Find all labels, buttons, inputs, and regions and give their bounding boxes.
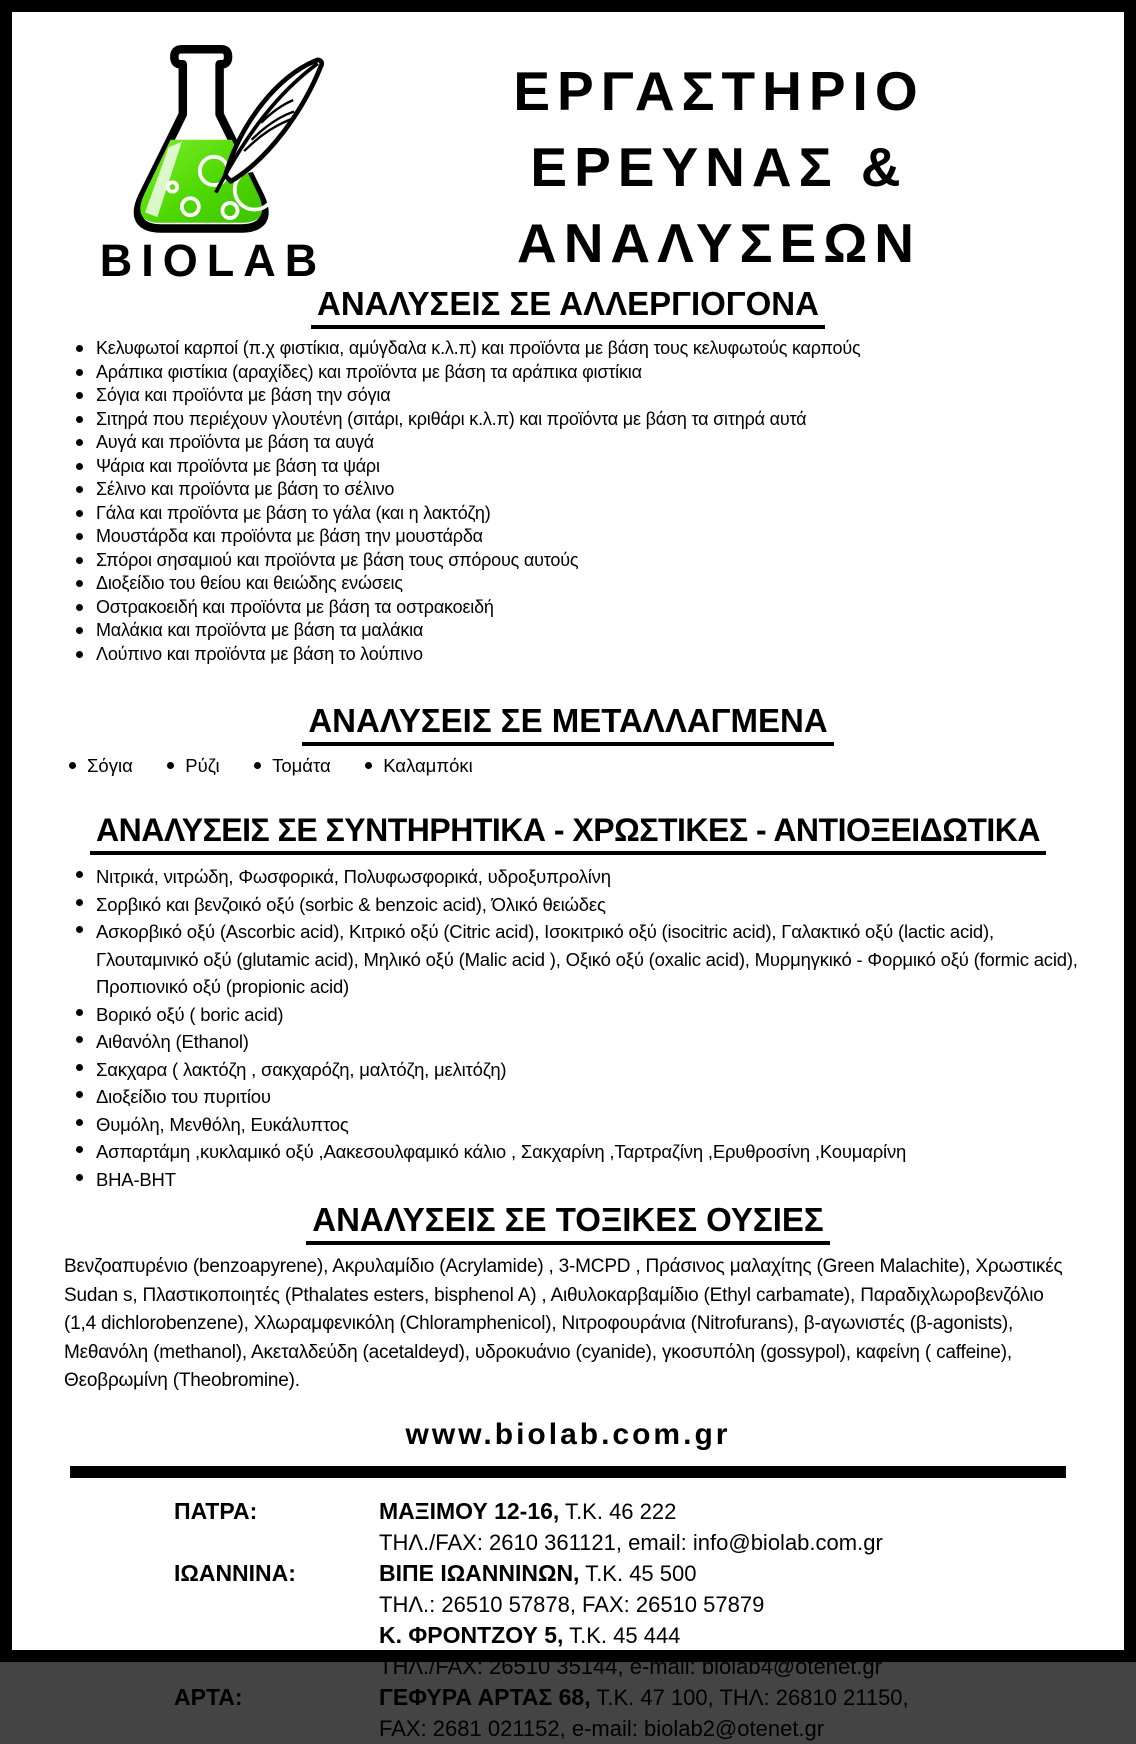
contact-address-line: [379, 1620, 1084, 1651]
page-title: [358, 36, 1080, 282]
contact-phone-line: ΤΗΛ.: 26510 57878, FAX: 26510 57879: [379, 1591, 765, 1617]
contact-row-ioannina-2: [174, 1620, 1084, 1682]
section-heading-gmo: ΑΝΑΛΥΣΕΙΣ ΣΕ ΜΕΤΑΛΛΑΓΜΕΝΑ: [12, 702, 1124, 746]
contact-address: Κ. ΦΡΟΝΤΖΟΥ 5,: [379, 1621, 564, 1648]
contact-row-patra: [174, 1496, 1084, 1558]
contact-address: ΒΙΠΕ ΙΩΑΝΝΙΝΩΝ,: [379, 1559, 580, 1586]
list-item: Μαλάκια και προϊόντα με βάση τα μαλάκια: [74, 619, 1084, 643]
list-item: Αυγά και προϊόντα με βάση τα αυγά: [74, 431, 1084, 455]
section-heading-preservatives: ΑΝΑΛΥΣΕΙΣ ΣΕ ΣΥΝΤΗΡΗΤΙΚΑ - ΧΡΩΣΤΙΚΕΣ - ΑΝΤΙΟΞΕΙΔΩΤΙΚΑ: [12, 812, 1124, 855]
contact-city-label: ΙΩΑΝΝΙΝΑ:: [174, 1559, 296, 1586]
list-item: Γάλα και προϊόντα με βάση το γάλα (και η λακτόζη): [74, 502, 1084, 526]
list-item: Διοξείδιο του πυριτίου: [74, 1083, 1084, 1111]
contact-address-line: [379, 1682, 1084, 1713]
list-item: Σπόροι σησαμιού και προϊόντα με βάση τους σπόρους αυτούς: [74, 549, 1084, 573]
contact-city-label: [174, 1620, 379, 1682]
contact-details: [379, 1496, 1084, 1558]
list-item: Βορικό οξύ ( boric acid): [74, 1001, 1084, 1029]
list-item: Κελυφωτοί καρποί (π.χ φιστίκια, αμύγδαλα κ.λ.π) και προϊόντα με βάση τους κελυφωτούς καρπούς: [74, 337, 1084, 361]
toxic-paragraph: Βενζοαπυρένιο (benzoapyrene), Ακρυλαμίδιο (Acrylamide) , 3-MCPD , Πράσινος μαλαχίτης (Green Malachite), Χρωστικές Sudan s, Πλαστικοποιητές (Pthalates esters, bisphenol A) , Αιθυλοκαρβαμίδιο (Ethyl carbamate), Παραδιχλωροβενζόλιο (1,4 dichlorobenzene), Χλωραμφενικόλη (Chloramphenicol), Νιτροφουράνια (Nitrofurans), β-αγωνιστές (β-agonists), Μεθανόλη (methanol), Ακεταλδεύδη (acetaldeyd), υδροκυάνιο (cyanide), γκοσυπόλη (gossypol), καφείνη ( caffeine), Θεοβρωμίνη (Theobromine).: [64, 1256, 1063, 1391]
contacts-block: [174, 1496, 1084, 1744]
contact-phone-line: ΤΗΛ./FAX: 2610 361121, email: info@biolab.com.gr: [379, 1529, 883, 1555]
gmo-list: [67, 754, 1084, 778]
contact-address-line: [379, 1558, 1084, 1589]
list-item: Σόγια και προϊόντα με βάση την σόγια: [74, 384, 1084, 408]
title-line-1: ΕΡΓΑΣΤΗΡΙΟ: [513, 60, 925, 122]
list-item: Σέλινο και προϊόντα με βάση το σέλινο: [74, 478, 1084, 502]
contact-city-label: ΠΑΤΡΑ:: [174, 1497, 258, 1524]
list-item: Αιθανόλη (Ethanol): [74, 1028, 1084, 1056]
contact-address-line: [379, 1496, 1084, 1527]
list-item: Ρύζι: [165, 754, 219, 778]
logo: [68, 36, 358, 286]
list-item: Μουστάρδα και προϊόντα με βάση την μουστάρδα: [74, 525, 1084, 549]
feather-icon: [216, 60, 322, 193]
website-url: www.biolab.com.gr: [405, 1417, 731, 1451]
header: [12, 12, 1124, 286]
contact-details: [379, 1682, 1084, 1744]
section-heading-allergens: ΑΝΑΛΥΣΕΙΣ ΣΕ ΑΛΛΕΡΓΙΟΓΟΝΑ: [12, 285, 1124, 329]
contact-row-ioannina: [174, 1558, 1084, 1620]
list-item: Λούπινο και προϊόντα με βάση το λούπινο: [74, 643, 1084, 667]
contact-details: [379, 1620, 1084, 1682]
list-item: Σιτηρά που περιέχουν γλουτένη (σιτάρι, κριθάρι κ.λ.π) και προϊόντα με βάση τα σιτηρά αυτά: [74, 408, 1084, 432]
contact-details: [379, 1558, 1084, 1620]
divider-bar: [70, 1466, 1066, 1478]
contact-address: ΓΕΦΥΡΑ ΑΡΤΑΣ 68,: [379, 1683, 591, 1710]
contact-address: ΜΑΞΙΜΟΥ 12-16,: [379, 1497, 560, 1524]
preservatives-list: [74, 863, 1084, 1193]
allergens-list: [74, 337, 1084, 666]
list-item: Νιτρικά, νιτρώδη, Φωσφορικά, Πολυφωσφορικά, υδροξυπρολίνη: [74, 863, 1084, 891]
list-item: Ασκορβικό οξύ (Ascorbic acid), Κιτρικό οξύ (Citric acid), Ισοκιτρικό οξύ (isocitric acid), Γαλακτικό οξύ (lactic acid), Γλουταμινικό οξύ (glutamic acid), Μηλικό οξύ (Malic acid ), Οξικό οξύ (oxalic acid), Μυρμηγκικό - Φορμικό οξύ (formic acid), Προπιονικό οξύ (propionic acid): [74, 918, 1084, 1001]
list-item: Ασπαρτάμη ,κυκλαμικό οξύ ,Αακεσουλφαμικό κάλιο , Σακχαρίνη ,Ταρτραζίνη ,Ερυθροσίνη ,Κουμαρίνη: [74, 1138, 1084, 1166]
brand-wordmark: BIOLAB: [99, 235, 327, 286]
contact-postcode: Τ.Κ. 47 100, ΤΗΛ: 26810 21150,: [590, 1684, 909, 1710]
title-line-3: ΑΝΑΛΥΣΕΩΝ: [516, 211, 922, 274]
list-item: Θυμόλη, Μενθόλη, Ευκάλυπτος: [74, 1111, 1084, 1139]
flask-icon: [68, 36, 358, 236]
contact-postcode: Τ.Κ. 46 222: [559, 1498, 677, 1524]
contact-phone-line: FAX: 2681 021152, e-mail: biolab2@otenet.gr: [379, 1715, 825, 1741]
contact-phone-line: ΤΗΛ./FAX: 26510 35144, e-mail: biolab4@otenet.gr: [379, 1653, 882, 1679]
contact-postcode: Τ.Κ. 45 444: [563, 1622, 681, 1648]
list-item: Ψάρια και προϊόντα με βάση τα ψάρι: [74, 455, 1084, 479]
contact-row-arta: [174, 1682, 1084, 1744]
list-item: Τομάτα: [252, 754, 331, 778]
list-item: Καλαμπόκι: [363, 754, 473, 778]
contact-postcode: Τ.Κ. 45 500: [579, 1560, 697, 1586]
list-item: Σακχαρα ( λακτόζη , σακχαρόζη, μαλτόζη, μελιτόζη): [74, 1056, 1084, 1084]
title-line-2: ΕΡΕΥΝΑΣ &: [530, 135, 908, 198]
list-item: Αράπικα φιστίκια (αραχίδες) και προϊόντα με βάση τα αράπικα φιστίκια: [74, 361, 1084, 385]
list-item: Σορβικό και βενζοικό οξύ (sorbic & benzoic acid), Όλικό θειώδες: [74, 891, 1084, 919]
section-heading-toxic: ΑΝΑΛΥΣΕΙΣ ΣΕ ΤΟΞΙΚΕΣ ΟΥΣΙΕΣ: [12, 1201, 1124, 1245]
list-item: Σόγια: [67, 754, 133, 778]
list-item: Οστρακοειδή και προϊόντα με βάση τα οστρακοειδή: [74, 596, 1084, 620]
list-item: BHA-BHT: [74, 1166, 1084, 1194]
list-item: Διοξείδιο του θείου και θειώδης ενώσεις: [74, 572, 1084, 596]
contact-city-label: ΑΡΤΑ:: [174, 1683, 243, 1710]
